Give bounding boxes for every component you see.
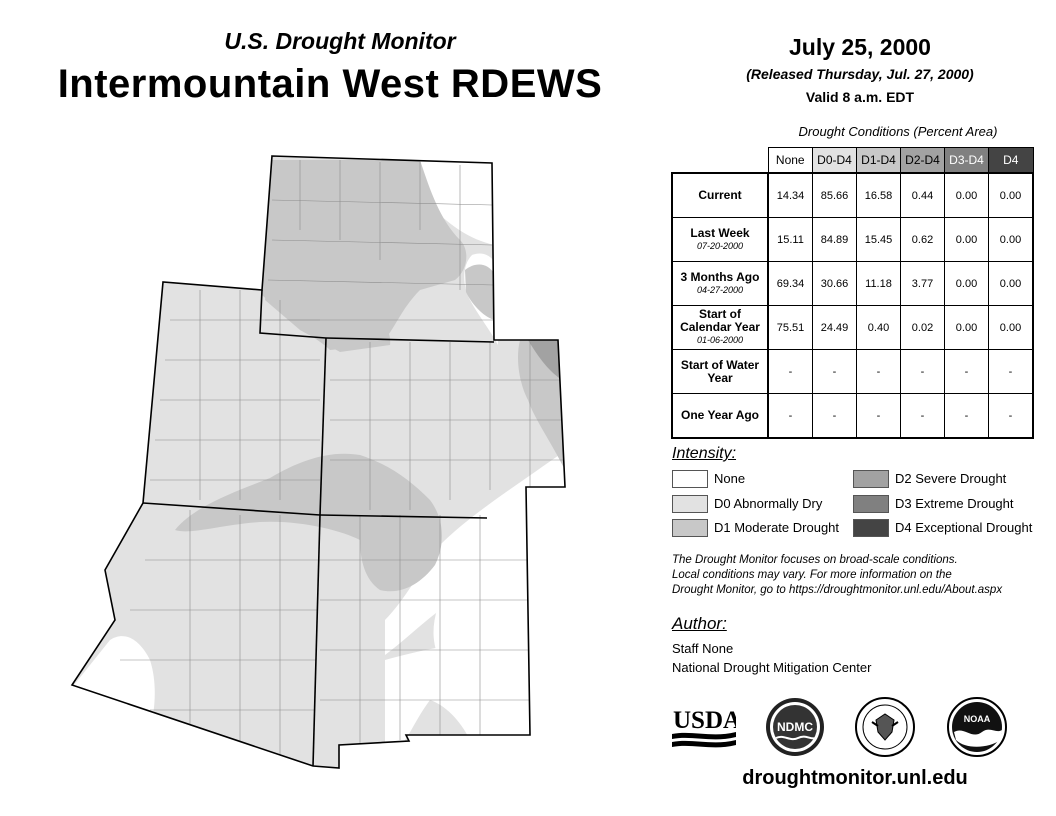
table-cell: - bbox=[989, 394, 1034, 439]
col-header-none: None bbox=[768, 148, 813, 174]
table-cell: - bbox=[768, 350, 813, 394]
legend-label: D3 Extreme Drought bbox=[895, 496, 1014, 511]
drought-map bbox=[60, 150, 580, 780]
commerce-seal-svg bbox=[854, 696, 916, 758]
table-header-row bbox=[672, 148, 1033, 174]
row-label bbox=[672, 394, 768, 439]
row-date: 04-27-2000 bbox=[696, 284, 744, 295]
table-row-last-week bbox=[672, 218, 1033, 262]
table-cell: - bbox=[857, 350, 901, 394]
ndmc-logo-text: NDMC bbox=[777, 720, 813, 734]
legend-swatch bbox=[672, 470, 708, 488]
commerce-seal-logo bbox=[854, 696, 916, 758]
disclaimer-line: The Drought Monitor focuses on broad-scale conditions. bbox=[672, 554, 958, 566]
table-cell: 0.00 bbox=[945, 218, 989, 262]
usda-logo-text: USDA bbox=[673, 707, 736, 734]
table-row-3-months-ago bbox=[672, 262, 1033, 306]
row-label-text: Start of Calendar Year bbox=[680, 307, 760, 334]
table-cell: - bbox=[989, 350, 1034, 394]
noaa-logo bbox=[946, 696, 1008, 758]
table-cell: 0.00 bbox=[945, 262, 989, 306]
table-cell: 0.00 bbox=[989, 173, 1034, 218]
legend-label: D1 Moderate Drought bbox=[714, 520, 840, 535]
legend-item-none bbox=[672, 470, 745, 488]
region-map-svg bbox=[60, 150, 580, 780]
valid-time: Valid 8 a.m. EDT bbox=[805, 89, 915, 105]
col-header-d4: D4 bbox=[989, 148, 1034, 174]
ndmc-logo-svg bbox=[764, 696, 826, 758]
table-cell: 30.66 bbox=[813, 262, 857, 306]
map-title: Intermountain West RDEWS bbox=[57, 62, 603, 106]
table-cell: - bbox=[813, 394, 857, 439]
row-label bbox=[672, 262, 768, 306]
legend-swatch bbox=[672, 519, 708, 537]
table-cell: 84.89 bbox=[813, 218, 857, 262]
table-cell: - bbox=[945, 394, 989, 439]
legend-item-d3 bbox=[853, 495, 1014, 513]
usda-logo bbox=[672, 704, 736, 750]
table-row-one-year-ago bbox=[672, 394, 1033, 439]
legend-label: D2 Severe Drought bbox=[895, 471, 1007, 486]
release-date: (Released Thursday, Jul. 27, 2000) bbox=[746, 66, 974, 82]
author-name: Staff None bbox=[672, 641, 734, 656]
author-organization: National Drought Mitigation Center bbox=[672, 660, 872, 675]
table-cell: 69.34 bbox=[768, 262, 813, 306]
map-supertitle: U.S. Drought Monitor bbox=[224, 28, 456, 54]
row-date: 01-06-2000 bbox=[696, 335, 744, 345]
table-cell: 14.34 bbox=[768, 173, 813, 218]
table-cell: 0.40 bbox=[857, 306, 901, 350]
map-date: July 25, 2000 bbox=[789, 34, 931, 60]
table-cell: - bbox=[813, 350, 857, 394]
table-cell: 0.00 bbox=[945, 306, 989, 350]
table-cell: 0.44 bbox=[901, 173, 945, 218]
table-row-start-water-year bbox=[672, 350, 1033, 394]
table-cell: - bbox=[901, 350, 945, 394]
table-cell: - bbox=[901, 394, 945, 439]
row-label bbox=[672, 350, 768, 394]
header-blank bbox=[672, 148, 768, 174]
drought-stats-table bbox=[671, 147, 1034, 439]
row-label-text: One Year Ago bbox=[680, 408, 760, 422]
table-cell: - bbox=[768, 394, 813, 439]
legend-label: D4 Exceptional Drought bbox=[895, 520, 1033, 535]
row-label-text: Start of Water Year bbox=[680, 357, 760, 385]
table-cell: - bbox=[857, 394, 901, 439]
col-header-d0-d4: D0-D4 bbox=[813, 148, 857, 174]
disclaimer-line: Drought Monitor, go to https://droughtmonitor.unl.edu/About.aspx bbox=[672, 584, 1003, 596]
table-cell: 15.45 bbox=[857, 218, 901, 262]
author-heading: Author: bbox=[672, 614, 727, 633]
table-cell: 0.00 bbox=[989, 262, 1034, 306]
legend-item-d4 bbox=[853, 519, 1032, 537]
table-title: Drought Conditions (Percent Area) bbox=[798, 124, 998, 139]
table-cell: 0.02 bbox=[901, 306, 945, 350]
legend-item-d1 bbox=[672, 519, 839, 537]
legend-swatch bbox=[853, 495, 889, 513]
table-cell: 0.00 bbox=[989, 306, 1034, 350]
table-cell: 11.18 bbox=[857, 262, 901, 306]
legend-label: D0 Abnormally Dry bbox=[714, 496, 823, 511]
table-cell: 75.51 bbox=[768, 306, 813, 350]
noaa-logo-text: NOAA bbox=[963, 714, 991, 724]
disclaimer-line: Local conditions may vary. For more information on the bbox=[672, 569, 952, 581]
table-cell: 0.62 bbox=[901, 218, 945, 262]
col-header-d2-d4: D2-D4 bbox=[901, 148, 945, 174]
legend-item-d2 bbox=[853, 470, 1006, 488]
row-date: 07-20-2000 bbox=[696, 240, 744, 251]
legend-title: Intensity: bbox=[672, 445, 737, 462]
col-header-d1-d4: D1-D4 bbox=[857, 148, 901, 174]
table-cell: 15.11 bbox=[768, 218, 813, 262]
table-row-start-calendar-year bbox=[672, 306, 1033, 350]
col-header-d3-d4: D3-D4 bbox=[945, 148, 989, 174]
legend-item-d0 bbox=[672, 495, 822, 513]
legend-swatch bbox=[672, 495, 708, 513]
no-drought-area-sw-arizona bbox=[70, 636, 155, 735]
row-label-text: Last Week bbox=[690, 225, 750, 240]
disclaimer-text bbox=[672, 553, 1022, 598]
table-cell: 16.58 bbox=[857, 173, 901, 218]
table-cell: 0.00 bbox=[989, 218, 1034, 262]
table-row-current bbox=[672, 173, 1033, 218]
legend-label: None bbox=[714, 471, 746, 486]
row-label bbox=[672, 306, 768, 350]
table-cell: 0.00 bbox=[945, 173, 989, 218]
table-cell: 24.49 bbox=[813, 306, 857, 350]
table-cell: 3.77 bbox=[901, 262, 945, 306]
usda-logo-svg bbox=[672, 704, 736, 750]
table-cell: 85.66 bbox=[813, 173, 857, 218]
website-link[interactable]: droughtmonitor.unl.edu bbox=[742, 767, 968, 789]
row-label-text: Current bbox=[698, 188, 742, 202]
table-cell: - bbox=[945, 350, 989, 394]
row-label bbox=[672, 218, 768, 262]
row-label bbox=[672, 173, 768, 218]
ndmc-logo bbox=[764, 696, 826, 758]
legend-swatch bbox=[853, 470, 889, 488]
row-label-text: 3 Months Ago bbox=[680, 269, 760, 284]
noaa-logo-svg bbox=[946, 696, 1008, 758]
legend-swatch bbox=[853, 519, 889, 537]
